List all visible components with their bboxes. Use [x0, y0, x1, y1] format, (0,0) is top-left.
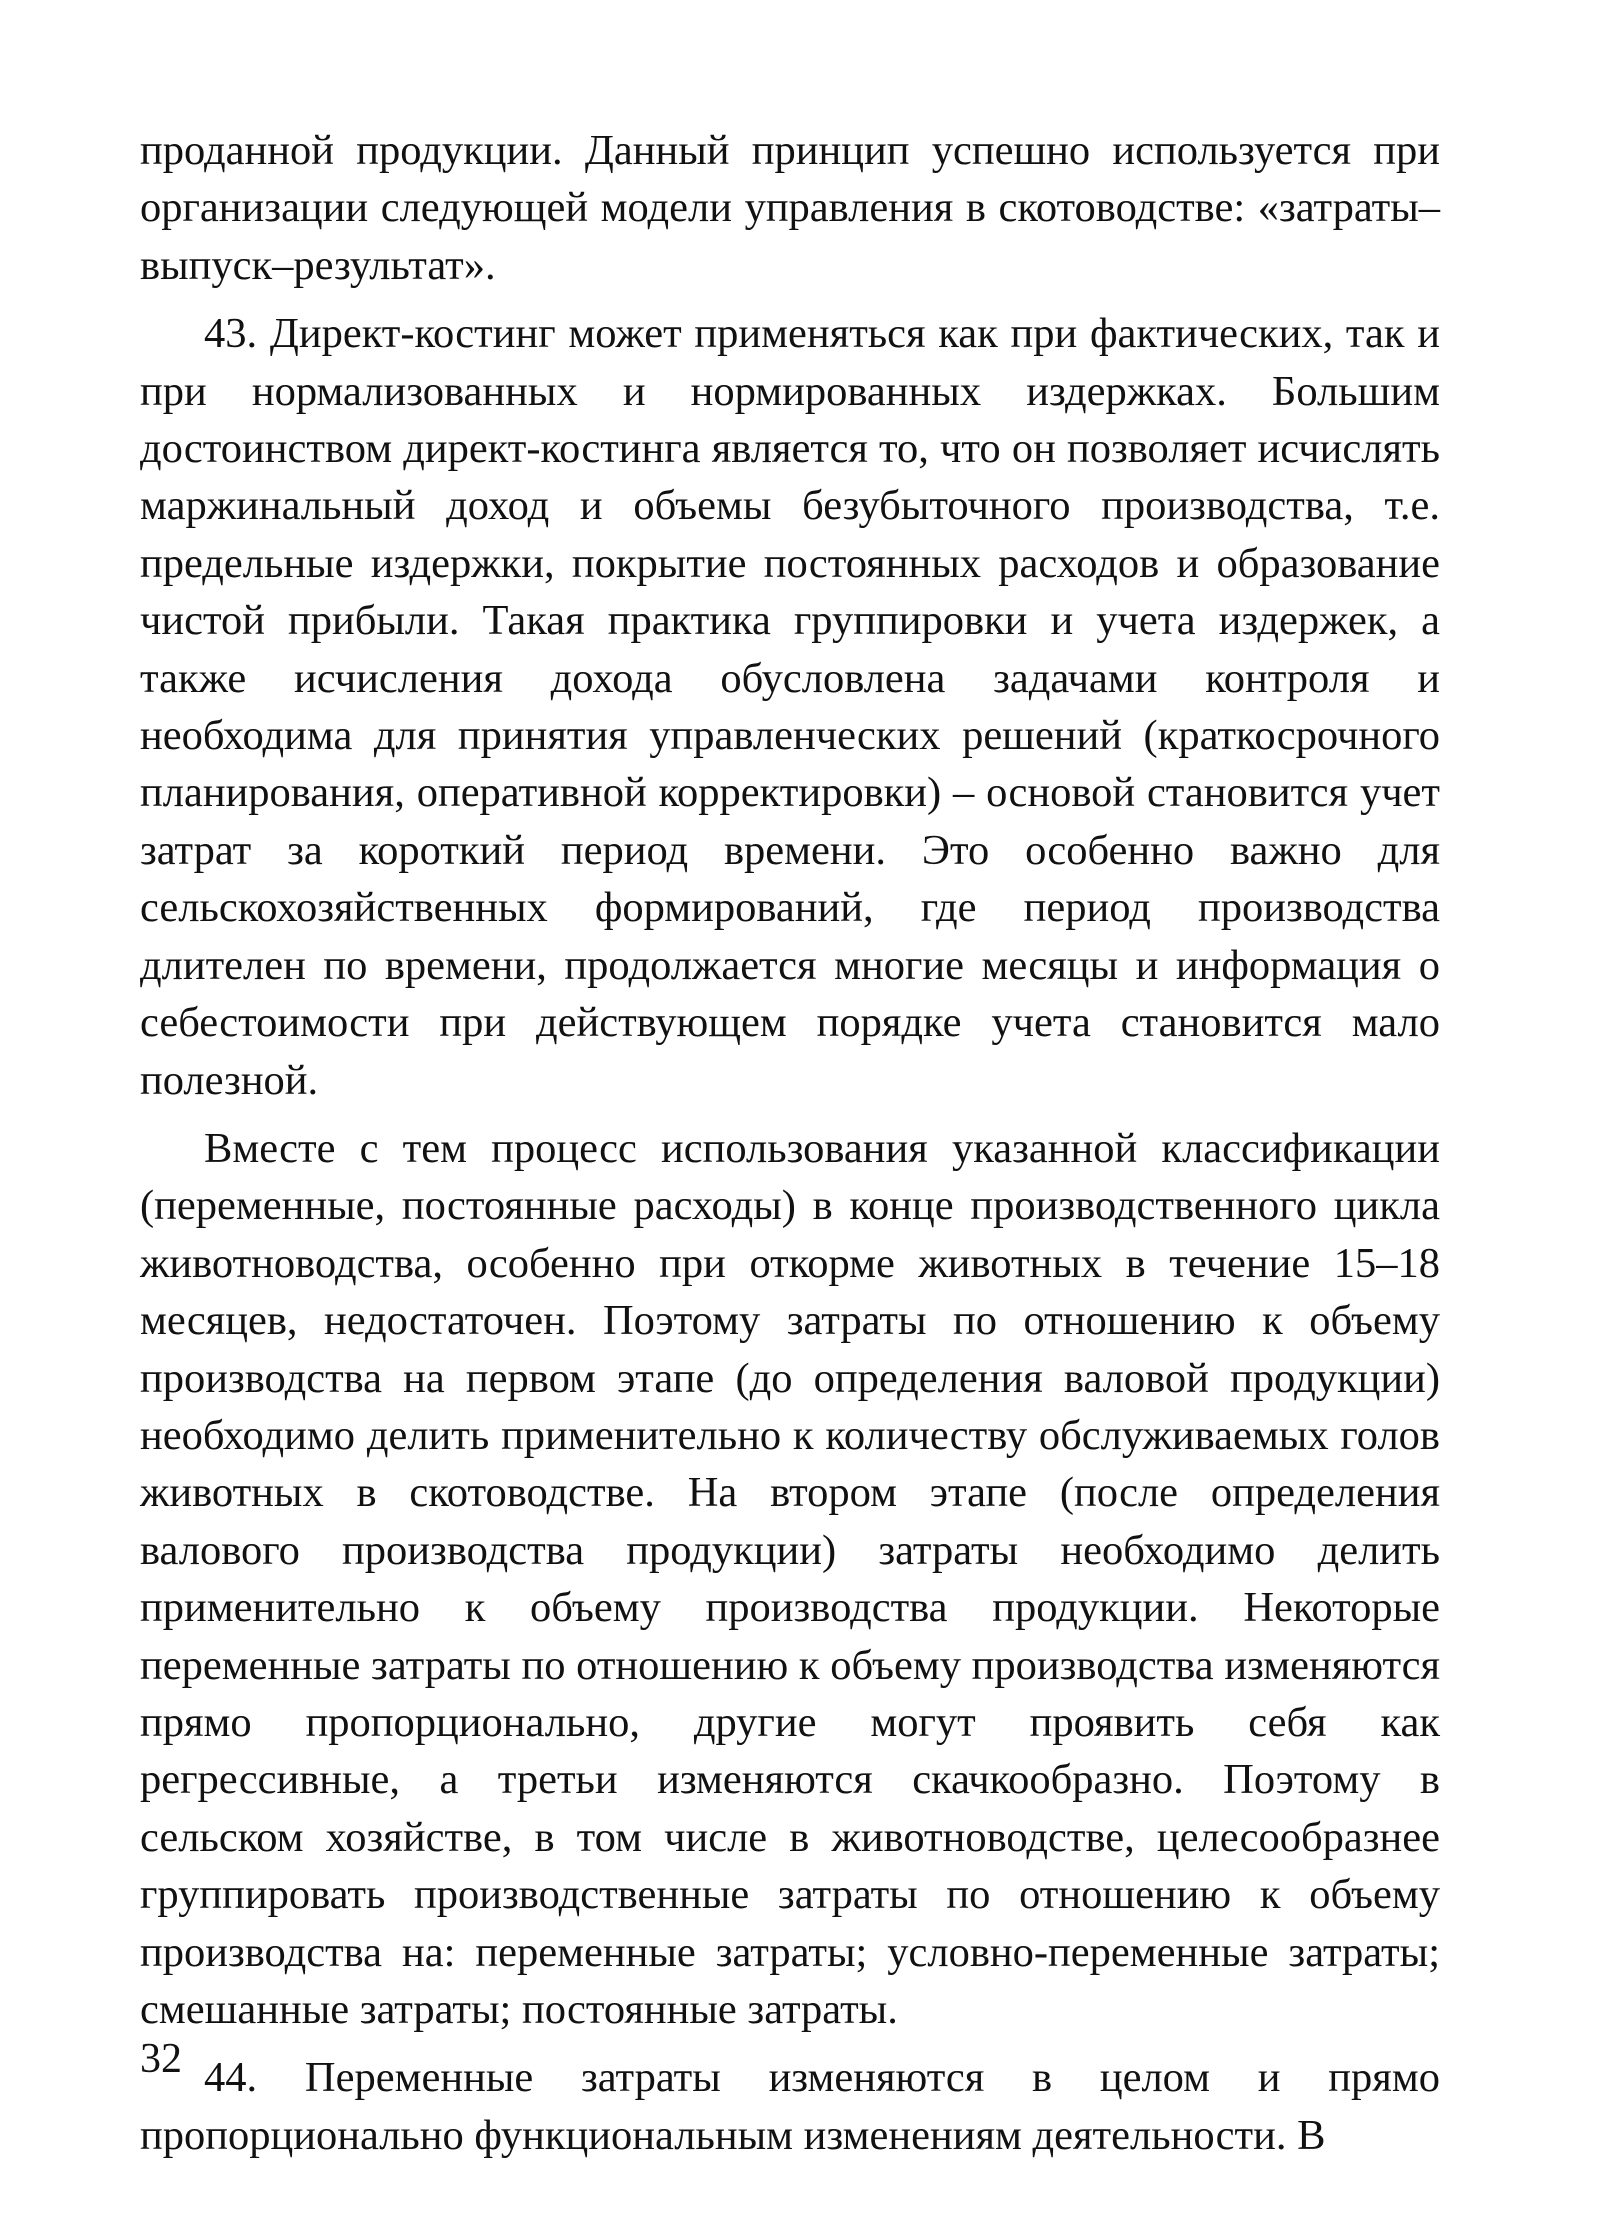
paragraph-43-direct-costing: 43. Директ-костинг может применяться как при фактических, так и при нормализованных и нормированных издержках. Большим достоинством директ-костинга является то, что он позволяет исчислять маржинальный доход и объемы безубыточного производства, т.е. предельные издержки, покрытие постоянных расходов и образование чистой прибыли. Такая практика группировки и учета издержек, а также исчисления дохода обусловлена задачами контроля и необходима для принятия управленческих решений (краткосрочного планирования, оперативной корректировки) – основой становится учет затрат за короткий период времени. Это особенно важно для сельскохозяйственных формирований, где период производства длителен по времени, продолжается многие месяцы и информация о себестоимости при действующем порядке учета становится мало полезной.: [140, 310, 1440, 1104]
paragraph-44-variable-costs: 44. Переменные затраты изменяются в целом и прямо пропорционально функциональным изменениям деятельности. В: [140, 2054, 1440, 2159]
paragraph-continuation: проданной продукции. Данный принцип успешно используется при организации следующей модели управления в скотоводстве: «затраты–выпуск–результат».: [140, 127, 1440, 289]
page-number: 32: [140, 2036, 182, 2082]
paragraph-cost-classification: Вместе с тем процесс использования указанной классификации (переменные, постоянные расходы) в конце производственного цикла животноводства, особенно при откорме животных в течение 15–18 месяцев, недостаточен. Поэтому затраты по отношению к объему производства на первом этапе (до определения валовой продукции) необходимо делить применительно к количеству обслуживаемых голов животных в скотоводстве. На втором этапе (после определения валового производства продукции) затраты необходимо делить применительно к объему производства продукции. Некоторые переменные затраты по отношению к объему производства изменяются прямо пропорционально, другие могут проявить себя как регрессивные, а третьи изменяются скачкообразно. Поэтому в сельском хозяйстве, в том числе в животноводстве, целесообразнее группировать производственные затраты по отношению к объему производства на: переменные затраты; условно-переменные затраты; смешанные затраты; постоянные затраты.: [140, 1124, 1440, 2033]
body-text: [140, 122, 1440, 2164]
